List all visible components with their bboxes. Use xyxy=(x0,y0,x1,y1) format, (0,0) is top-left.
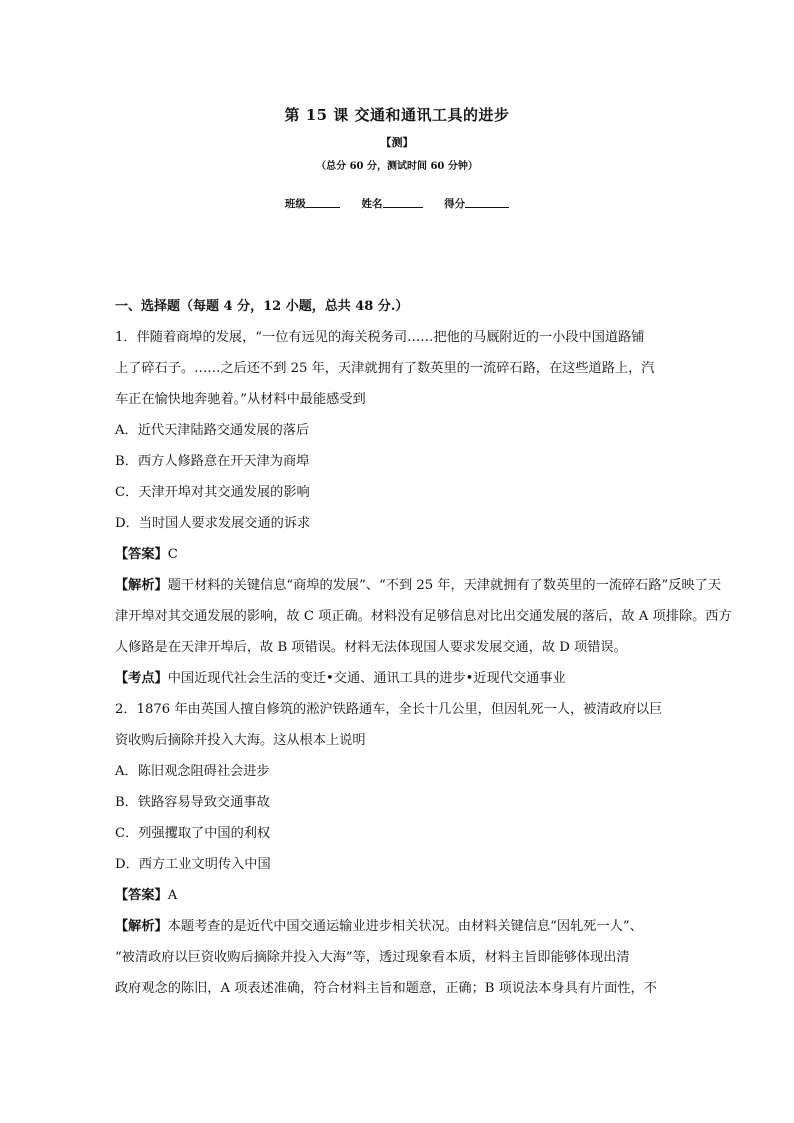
line-text: A xyxy=(167,888,178,903)
test-meta: （总分 60 分，测试时间 60 分钟） xyxy=(316,161,478,172)
line-text: 上了碎石子。……之后还不到 25 年，天津就拥有了数英里的一流碎石路，在这些道路上，汽 xyxy=(115,361,655,376)
text-line xyxy=(115,570,722,601)
line-text: 中国近现代社会生活的变迁•交通、通讯工具的进步•近现代交通事业 xyxy=(167,671,566,686)
text-line xyxy=(115,384,695,415)
line-text: B．西方人修路意在开天津为商埠 xyxy=(115,454,310,469)
text-line xyxy=(115,632,695,663)
line-text: C．列强攫取了中国的利权 xyxy=(115,826,271,841)
page-title: 第 15 课 交通和通讯工具的进步 xyxy=(284,106,510,124)
section-title: 一、选择题（每题 4 分，12 小题，总共 48 分.） xyxy=(115,299,409,314)
text-line xyxy=(115,539,695,570)
text-line xyxy=(115,601,732,632)
question-content xyxy=(115,322,732,1004)
line-label: 【解析】 xyxy=(115,919,168,934)
line-text: 本题考查的是近代中国交通运输业进步相关状况。由材料关键信息“因轧死一人”、 xyxy=(167,919,643,934)
text-line xyxy=(115,508,695,539)
text-line xyxy=(115,663,695,694)
text-line xyxy=(115,880,695,911)
text-line xyxy=(115,942,695,973)
line-text: 题干材料的关键信息“商埠的发展”、“不到 25 年，天津就拥有了数英里的一流碎石路”反映了天 xyxy=(167,578,722,593)
line-text: 车正在愉快地奔驰着。”从材料中最能感受到 xyxy=(115,392,366,407)
score-field xyxy=(444,198,509,210)
line-text: 资收购后摘除并投入大海。这从根本上说明 xyxy=(115,733,366,748)
text-line xyxy=(115,756,695,787)
class-blank[interactable] xyxy=(306,197,340,208)
text-line xyxy=(115,694,695,725)
text-line xyxy=(115,973,695,1004)
line-text: “被清政府以巨资收购后摘除并投入大海”等，透过现象看本质，材料主旨即能够体现出清 xyxy=(115,950,630,965)
line-text: 政府观念的陈旧，A 项表述准确，符合材料主旨和题意，正确；B 项说法本身具有片面性，不 xyxy=(115,981,657,996)
line-text: C xyxy=(167,547,178,562)
text-line xyxy=(115,911,695,942)
line-text: 1．伴随着商埠的发展，“一位有远见的海关税务司……把他的马厩附近的一小段中国道路铺 xyxy=(115,330,645,345)
name-blank[interactable] xyxy=(383,197,423,208)
class-label: 班级 xyxy=(284,198,306,210)
line-text: A．陈旧观念阻碍社会进步 xyxy=(115,764,270,779)
name-label: 姓名 xyxy=(361,198,383,210)
line-text: D．西方工业文明传入中国 xyxy=(115,857,271,872)
text-line xyxy=(115,787,695,818)
name-field xyxy=(362,198,423,210)
line-text: 2．1876 年由英国人擅自修筑的淞沪铁路通车，全长十几公里，但因轧死一人，被清政府以巨 xyxy=(115,702,663,717)
line-text: C．天津开埠对其交通发展的影响 xyxy=(115,485,310,500)
line-text: A．近代天津陆路交通发展的落后 xyxy=(115,423,310,438)
text-line xyxy=(115,353,695,384)
student-info-fields xyxy=(0,196,794,211)
class-field xyxy=(285,198,340,210)
line-text: 津开埠对其交通发展的影响，故 C 项正确。材料没有足够信息对比出交通发展的落后，故 A 项排除。西方 xyxy=(115,609,732,624)
line-text: B．铁路容易导致交通事故 xyxy=(115,795,270,810)
text-line xyxy=(115,818,695,849)
line-text: D．当时国人要求发展交通的诉求 xyxy=(115,516,311,531)
line-label: 【解析】 xyxy=(115,578,168,593)
text-line xyxy=(115,322,695,353)
line-text: 人修路是在天津开埠后，故 B 项错误。材料无法体现国人要求发展交通，故 D 项错误。 xyxy=(115,640,627,655)
line-label: 【答案】 xyxy=(115,547,168,562)
text-line xyxy=(115,415,695,446)
line-label: 【答案】 xyxy=(115,888,168,903)
score-label: 得分 xyxy=(444,198,466,210)
text-line xyxy=(115,477,695,508)
text-line xyxy=(115,849,695,880)
page-subtitle: 【测】 xyxy=(380,136,414,149)
score-blank[interactable] xyxy=(465,197,509,208)
line-label: 【考点】 xyxy=(115,671,168,686)
text-line xyxy=(115,725,695,756)
text-line xyxy=(115,446,695,477)
